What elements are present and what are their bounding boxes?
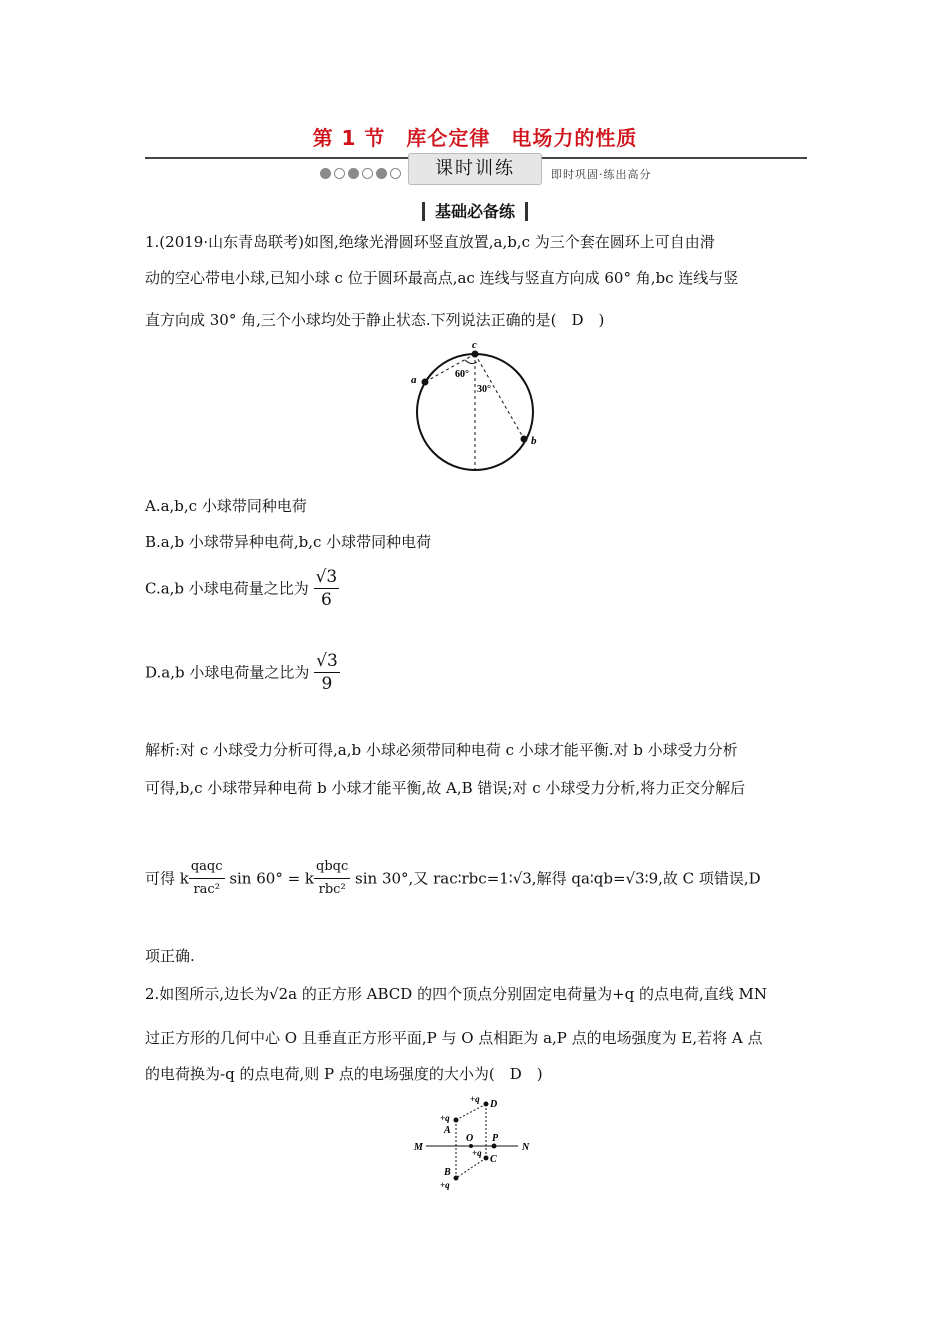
- label-o: O: [466, 1133, 474, 1144]
- q1-solution-line-1: 解析:对 c 小球受力分析可得,a,b 小球必须带同种电荷 c 小球才能平衡.对 b 小球受力分析: [145, 741, 738, 759]
- q1-option-a: A.a,b,c 小球带同种电荷: [145, 497, 307, 515]
- point-p: [492, 1144, 497, 1149]
- q1-option-c: C.a,b 小球电荷量之比为 $\frac{√3}{6}$: [145, 567, 338, 610]
- point-b: [454, 1176, 459, 1181]
- label-a: a: [411, 374, 417, 386]
- q2-stem-line-3: 的电荷换为-q 的点电荷,则 P 点的电场强度的大小为( D ): [145, 1065, 543, 1083]
- ball-a: [422, 379, 429, 386]
- q1-option-b: B.a,b 小球带异种电荷,b,c 小球带同种电荷: [145, 533, 432, 551]
- q2-square-figure: [410, 1092, 540, 1192]
- label-q-b: +q: [440, 1180, 450, 1190]
- point-c: [484, 1156, 489, 1161]
- bc-line: [475, 354, 524, 439]
- label-q-c: +q: [472, 1148, 482, 1158]
- q1-solution-line-2: 可得,b,c 小球带异种电荷 b 小球才能平衡,故 A,B 错误;对 c 小球受力分析,将力正交分解后: [145, 779, 746, 797]
- q1-stem-line-2: 动的空心带电小球,已知小球 c 位于圆环最高点,ac 连线与竖直方向成 60° 角,bc 连线与竖: [145, 269, 739, 287]
- q1-circle-figure: [405, 340, 555, 475]
- label-n: N: [522, 1142, 530, 1153]
- label-b: b: [531, 435, 537, 447]
- label-30: 30°: [477, 384, 491, 395]
- label-a: A: [444, 1125, 451, 1136]
- section-tag: 课时训练: [408, 153, 542, 185]
- q1-option-d: D.a,b 小球电荷量之比为 $\frac{√3}{9}$: [145, 651, 338, 694]
- q1-stem-line-1: 1.(2019·山东青岛联考)如图,绝缘光滑圆环竖直放置,a,b,c 为三个套在圆环上可自由滑: [145, 233, 715, 251]
- q1-solution-line-3: 可得 k $\frac{\text{qaqc}}{\text{rac²}}$ sin 60° = k $\frac{\text{qbqc}}{\text{rbc²}}$ sin 30°,又 rac∶rbc=1∶√3,解得 qa∶qb=√3∶9,故 C 项错误,D: [145, 856, 810, 901]
- ball-c: [472, 351, 479, 358]
- label-c: C: [490, 1154, 497, 1165]
- page-title: 第 1 节 库仑定律 电场力的性质: [312, 126, 638, 150]
- ball-b: [521, 436, 528, 443]
- q1-stem-line-3: 直方向成 30° 角,三个小球均处于静止状态.下列说法正确的是( D ): [145, 311, 605, 329]
- edge-cb: [456, 1158, 486, 1178]
- label-q-a: +q: [440, 1113, 450, 1123]
- q2-stem-line-2: 过正方形的几何中心 O 且垂直正方形平面,P 与 O 点相距为 a,P 点的电场强度为 E,若将 A 点: [145, 1029, 763, 1047]
- edge-ad: [456, 1104, 486, 1120]
- label-c: c: [472, 340, 477, 351]
- point-a: [454, 1118, 459, 1123]
- section-heading: 基础必备练: [0, 199, 950, 222]
- label-m: M: [414, 1142, 423, 1153]
- slogan: 即时巩固·练出高分: [551, 168, 652, 181]
- decorative-dots: [320, 168, 401, 179]
- label-60: 60°: [455, 369, 469, 380]
- label-b: B: [444, 1167, 451, 1178]
- label-d: D: [490, 1099, 498, 1110]
- q2-stem-line-1: 2.如图所示,边长为√2a 的正方形 ABCD 的四个顶点分别固定电荷量为+q 的点电荷,直线 MN: [145, 985, 768, 1003]
- q1-solution-line-4: 项正确.: [145, 947, 195, 965]
- point-d: [484, 1102, 489, 1107]
- label-q-d: +q: [470, 1094, 480, 1104]
- label-p: P: [492, 1133, 499, 1144]
